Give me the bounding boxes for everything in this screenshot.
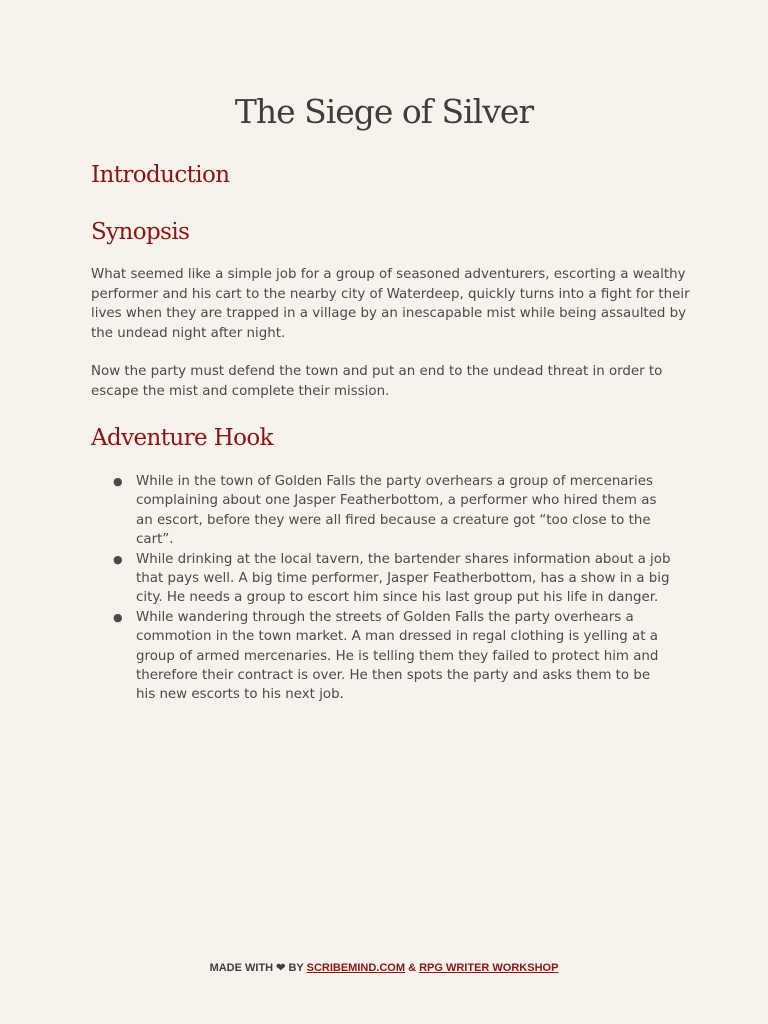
synopsis-paragraph-1: What seemed like a simple job for a group of seasoned adventurers, escorting a wealthy performer and his cart to the nearby city of Waterdeep, quickly turns into a fight for their lives when they are trapped in a village by an inescapable mist while being assaulted by the undead night after night. — [91, 267, 690, 341]
list-item — [113, 472, 673, 550]
adventure-hook-list — [113, 472, 673, 705]
hook-text: While drinking at the local tavern, the bartender shares information about a job that pays well. A big time performer, Jasper Featherbottom, has a show in a big city. He needs a group to escort him since his last group put his life in danger. — [136, 551, 671, 606]
hook-text: While wandering through the streets of Golden Falls the party overhears a commotion in the town market. A man dressed in regal clothing is yelling at a group of armed mercenaries. He is telling them they failed to protect him and therefore their contract is over. He then spots the party and asks them to be his new escorts to his next job. — [136, 609, 659, 703]
bullet-icon: ● — [113, 552, 123, 566]
section-heading-introduction: Introduction — [91, 162, 230, 188]
list-item — [113, 550, 673, 608]
rpg-writer-workshop-link[interactable]: RPG WRITER WORKSHOP — [419, 962, 559, 974]
list-item — [113, 608, 673, 705]
section-heading-adventure-hook: Adventure Hook — [91, 425, 274, 451]
section-heading-synopsis: Synopsis — [91, 219, 190, 245]
footer-ampersand: & — [408, 962, 417, 974]
bullet-icon: ● — [113, 475, 123, 488]
hook-text: While in the town of Golden Falls the party overhears a group of mercenaries complaining about one Jasper Featherbottom, a performer who hired them as an escort, before they were all fired because a creature got “too close to the cart”. — [136, 474, 657, 548]
synopsis-paragraph-2: Now the party must defend the town and put an end to the undead threat in order to escape the mist and complete their mission. — [91, 364, 663, 399]
scribemind-link[interactable]: SCRIBEMIND.COM — [306, 962, 405, 974]
footer-made-with: MADE WITH — [209, 962, 274, 974]
heart-icon: ❤ — [276, 962, 286, 974]
page-title: The Siege of Silver — [234, 92, 534, 131]
page-footer — [0, 961, 768, 974]
footer-by: BY — [288, 962, 304, 974]
bullet-icon: ● — [113, 610, 123, 624]
